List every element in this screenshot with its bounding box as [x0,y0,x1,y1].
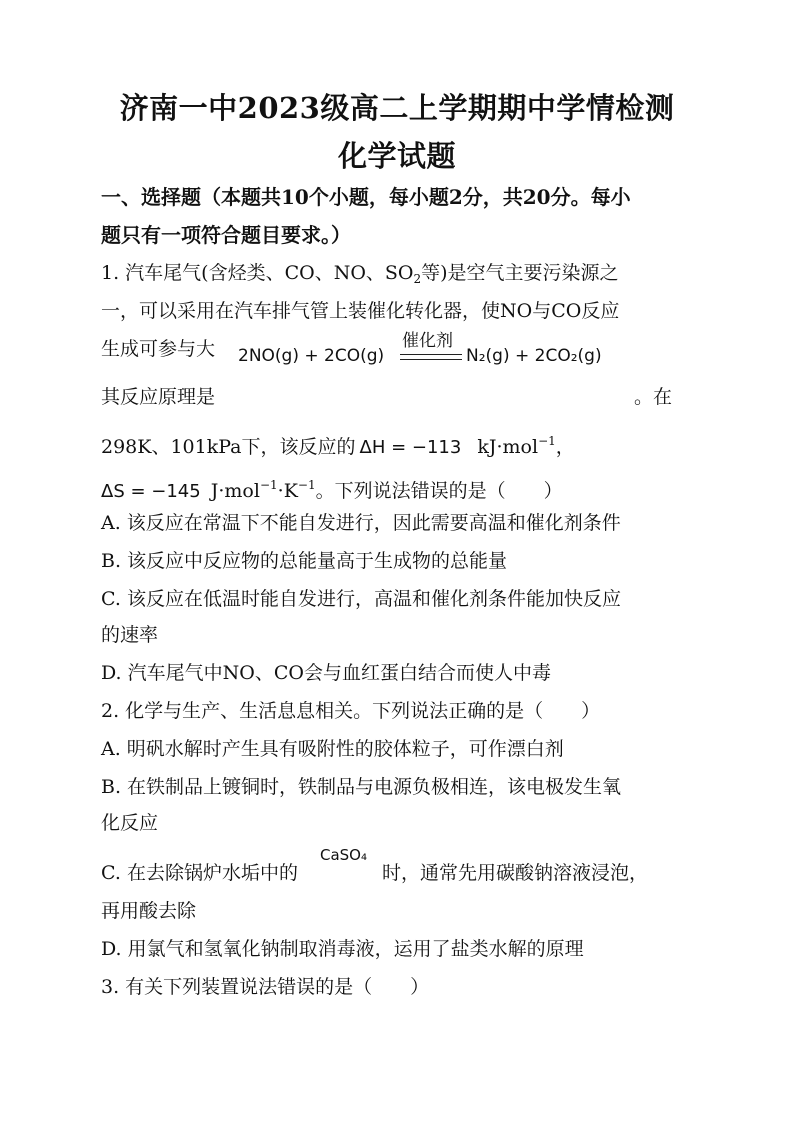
q2-option-a: A. 明矾水解时产生具有吸附性的胶体粒子，可作漂白剂 [101,738,564,760]
equation-products: N₂(g) + 2CO₂(g) [466,346,602,366]
q2-option-c-line-2: 再用酸去除 [101,900,197,922]
equation-catalyst: 催化剂 [402,331,453,351]
caso4-formula: CaSO₄ [320,846,368,864]
q2-option-d: D. 用氯气和氢氧化钠制取消毒液，运用了盐类水解的原理 [101,938,584,960]
q1-line-5-end: ， [555,436,575,458]
q2-option-c-line-1-b: 时，通常先用碳酸钠溶液浸泡， [382,862,649,884]
q1-option-c-line-1: C. 该反应在低温时能自发进行，高温和催化剂条件能加快反应 [101,588,621,610]
equation-reactants: 2NO(g) + 2CO(g) [238,346,385,366]
equation-arrow [400,354,462,360]
q1-line-5-text: 298K、101kPa下，该反应的 [101,436,356,458]
q2-stem: 2. 化学与生产、生活息息相关。下列说法正确的是（ ） [101,700,601,722]
q1-line-2: 一，可以采用在汽车排气管上装催化转化器，使NO与CO反应 [101,300,620,322]
delta-h-unit: kJ·mol [477,436,539,458]
delta-s-unit-exponent-2: −1 [297,478,316,492]
section-heading-line-1: 一、选择题（本题共10个小题，每小题2分，共20分。每小 [101,185,631,209]
q1-text-a: 1. 汽车尾气(含烃类、CO、NO、SO [101,262,414,284]
exam-subtitle: 化学试题 [337,139,456,173]
section-heading-line-2: 题只有一项符合题目要求。） [101,223,351,247]
delta-s-value: ΔS = −145 [101,481,201,502]
q1-line-6 [101,472,563,505]
q1-option-a: A. 该反应在常温下不能自发进行，因此需要高温和催化剂条件 [101,512,621,534]
q2-option-b-line-1: B. 在铁制品上镀铜时，铁制品与电源负极相连，该电极发生氧 [101,776,622,798]
delta-h-value: ΔH = −113 [359,437,462,458]
q1-line-5 [101,428,575,461]
delta-s-unit-exponent-1: −1 [259,478,278,492]
q1-text-b: 等)是空气主要污染源之 [421,262,619,284]
delta-h-unit-exponent: −1 [538,434,556,448]
q2-option-b-line-2: 化反应 [101,812,159,834]
reaction-equation [236,332,626,376]
q1-option-d: D. 汽车尾气中NO、CO会与血红蛋白结合而使人中毒 [101,662,551,684]
exam-title: 济南一中2023级高二上学期期中学情检测 [119,91,675,125]
delta-s-unit-b: ·K [277,480,298,502]
q1-option-c-line-2: 的速率 [101,624,159,646]
q1-line-4-end: 。在 [634,386,673,408]
q1-line-4-text: 其反应原理是 [101,386,216,408]
q1-option-b: B. 该反应中反应物的总能量高于生成物的总能量 [101,550,508,572]
q1-line-1 [101,260,619,292]
q1-subscript: 2 [413,272,422,286]
q1-line-4 [101,384,215,410]
q2-option-c-line-1-a: C. 在去除锅炉水垢中的 [101,862,298,884]
q1-question-prompt: 。下列说法错误的是（ ） [315,480,563,502]
q3-stem: 3. 有关下列装置说法错误的是（ ） [101,976,430,998]
q1-line-3: 生成可参与大 [101,338,216,360]
delta-s-unit-a: J·mol [210,480,260,502]
